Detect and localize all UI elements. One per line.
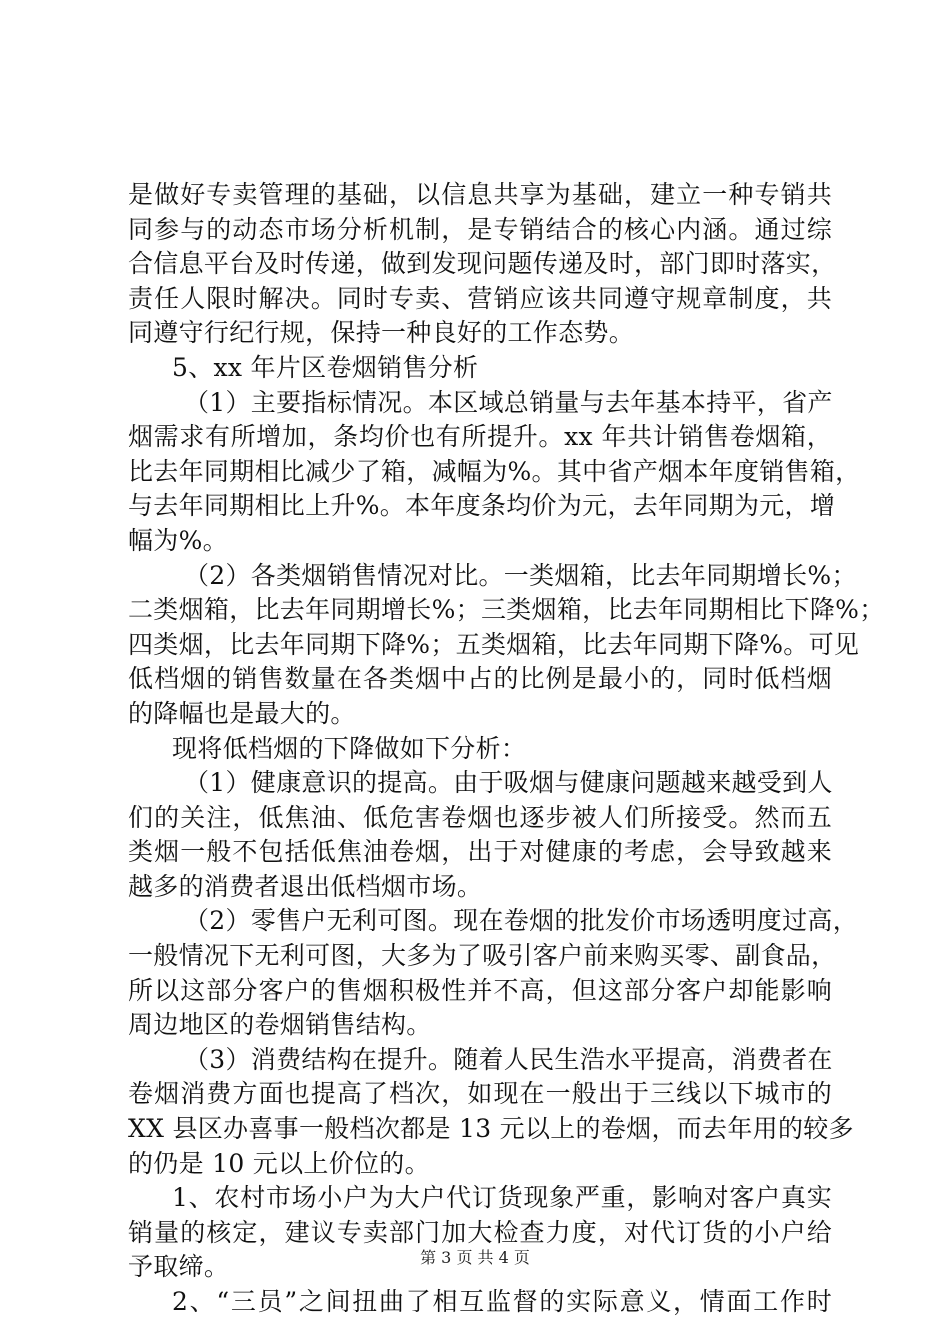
text-line: 所以这部分客户的售烟积极性并不高，但这部分客户却能影响: [128, 975, 832, 1005]
text-line: 越多的消费者退出低档烟市场。: [128, 871, 483, 901]
text-line: 合信息平台及时传递，做到发现问题传递及时，部门即时落实，: [128, 249, 837, 279]
text-line: 责任人限时解决。同时专卖、营销应该共同遵守规章制度，共: [128, 283, 832, 313]
page-number-footer: 第 3 页 共 4 页: [420, 1248, 530, 1267]
text-line: 同遵守行纪行规，保持一种良好的工作态势。: [128, 318, 635, 348]
text-line: （3）消费结构在提升。随着人民生浩水平提高，消费者在: [184, 1044, 833, 1074]
text-line: （1）健康意识的提高。由于吸烟与健康问题越来越受到人: [184, 768, 833, 798]
text-line: XX 县区办喜事一般档次都是 13 元以上的卷烟，而去年用的较多: [128, 1114, 854, 1144]
text-line: 2、“三员”之间扭曲了相互监督的实际意义，情面工作时: [172, 1287, 832, 1316]
text-line: 低档烟的销售数量在各类烟中占的比例是最小的，同时低档烟: [128, 664, 832, 694]
text-line: 是做好专卖管理的基础，以信息共享为基础，建立一种专销共: [128, 180, 832, 209]
text-line: 的仍是 10 元以上价位的。: [128, 1148, 430, 1178]
text-line: 一般情况下无利可图，大多为了吸引客户前来购买零、副食品，: [128, 941, 837, 971]
text-line: （2）各类烟销售情况对比。一类烟箱，比去年同期增长%；: [184, 560, 857, 590]
text-line: 卷烟消费方面也提高了档次，如现在一般出于三线以下城市的: [128, 1079, 832, 1109]
text-line: 销量的核定，建议专卖部门加大检查力度，对代订货的小户给: [128, 1217, 832, 1247]
section-heading: 5、xx 年片区卷烟销售分析: [172, 352, 479, 382]
text-line: 比去年同期相比减少了箱，减幅为%。其中省产烟本年度销售箱，: [128, 456, 861, 486]
document-body: [128, 178, 885, 1320]
text-line: 现将低档烟的下降做如下分析：: [172, 733, 527, 763]
text-line: 四类烟，比去年同期下降%；五类烟箱，比去年同期下降%。可见: [128, 629, 860, 659]
text-line: 烟需求有所增加，条均价也有所提升。xx 年共计销售卷烟箱，: [128, 422, 832, 452]
text-line: 幅为%。: [128, 525, 228, 555]
text-line: 二类烟箱，比去年同期增长%；三类烟箱，比去年同期相比下降%；: [128, 595, 885, 625]
text-line: （1）主要指标情况。本区域总销量与去年基本持平，省产: [184, 387, 833, 417]
text-line: 的降幅也是最大的。: [128, 698, 356, 728]
text-line: 同参与的动态市场分析机制，是专销结合的核心内涵。通过综: [128, 214, 832, 244]
text-line: 1、农村市场小户为大户代订货现象严重，影响对客户真实: [172, 1183, 832, 1213]
text-line: 周边地区的卷烟销售结构。: [128, 1010, 432, 1040]
text-line: （2）零售户无利可图。现在卷烟的批发价市场透明度过高，: [184, 906, 859, 936]
text-line: 们的关注，低焦油、低危害卷烟也逐步被人们所接受。然而五: [128, 802, 832, 832]
text-line: 类烟一般不包括低焦油卷烟，出于对健康的考虑，会导致越来: [128, 837, 832, 867]
text-line: 予取缔。: [128, 1252, 230, 1282]
text-line: 与去年同期相比上升%。本年度条均价为元，去年同期为元，增: [128, 491, 836, 521]
